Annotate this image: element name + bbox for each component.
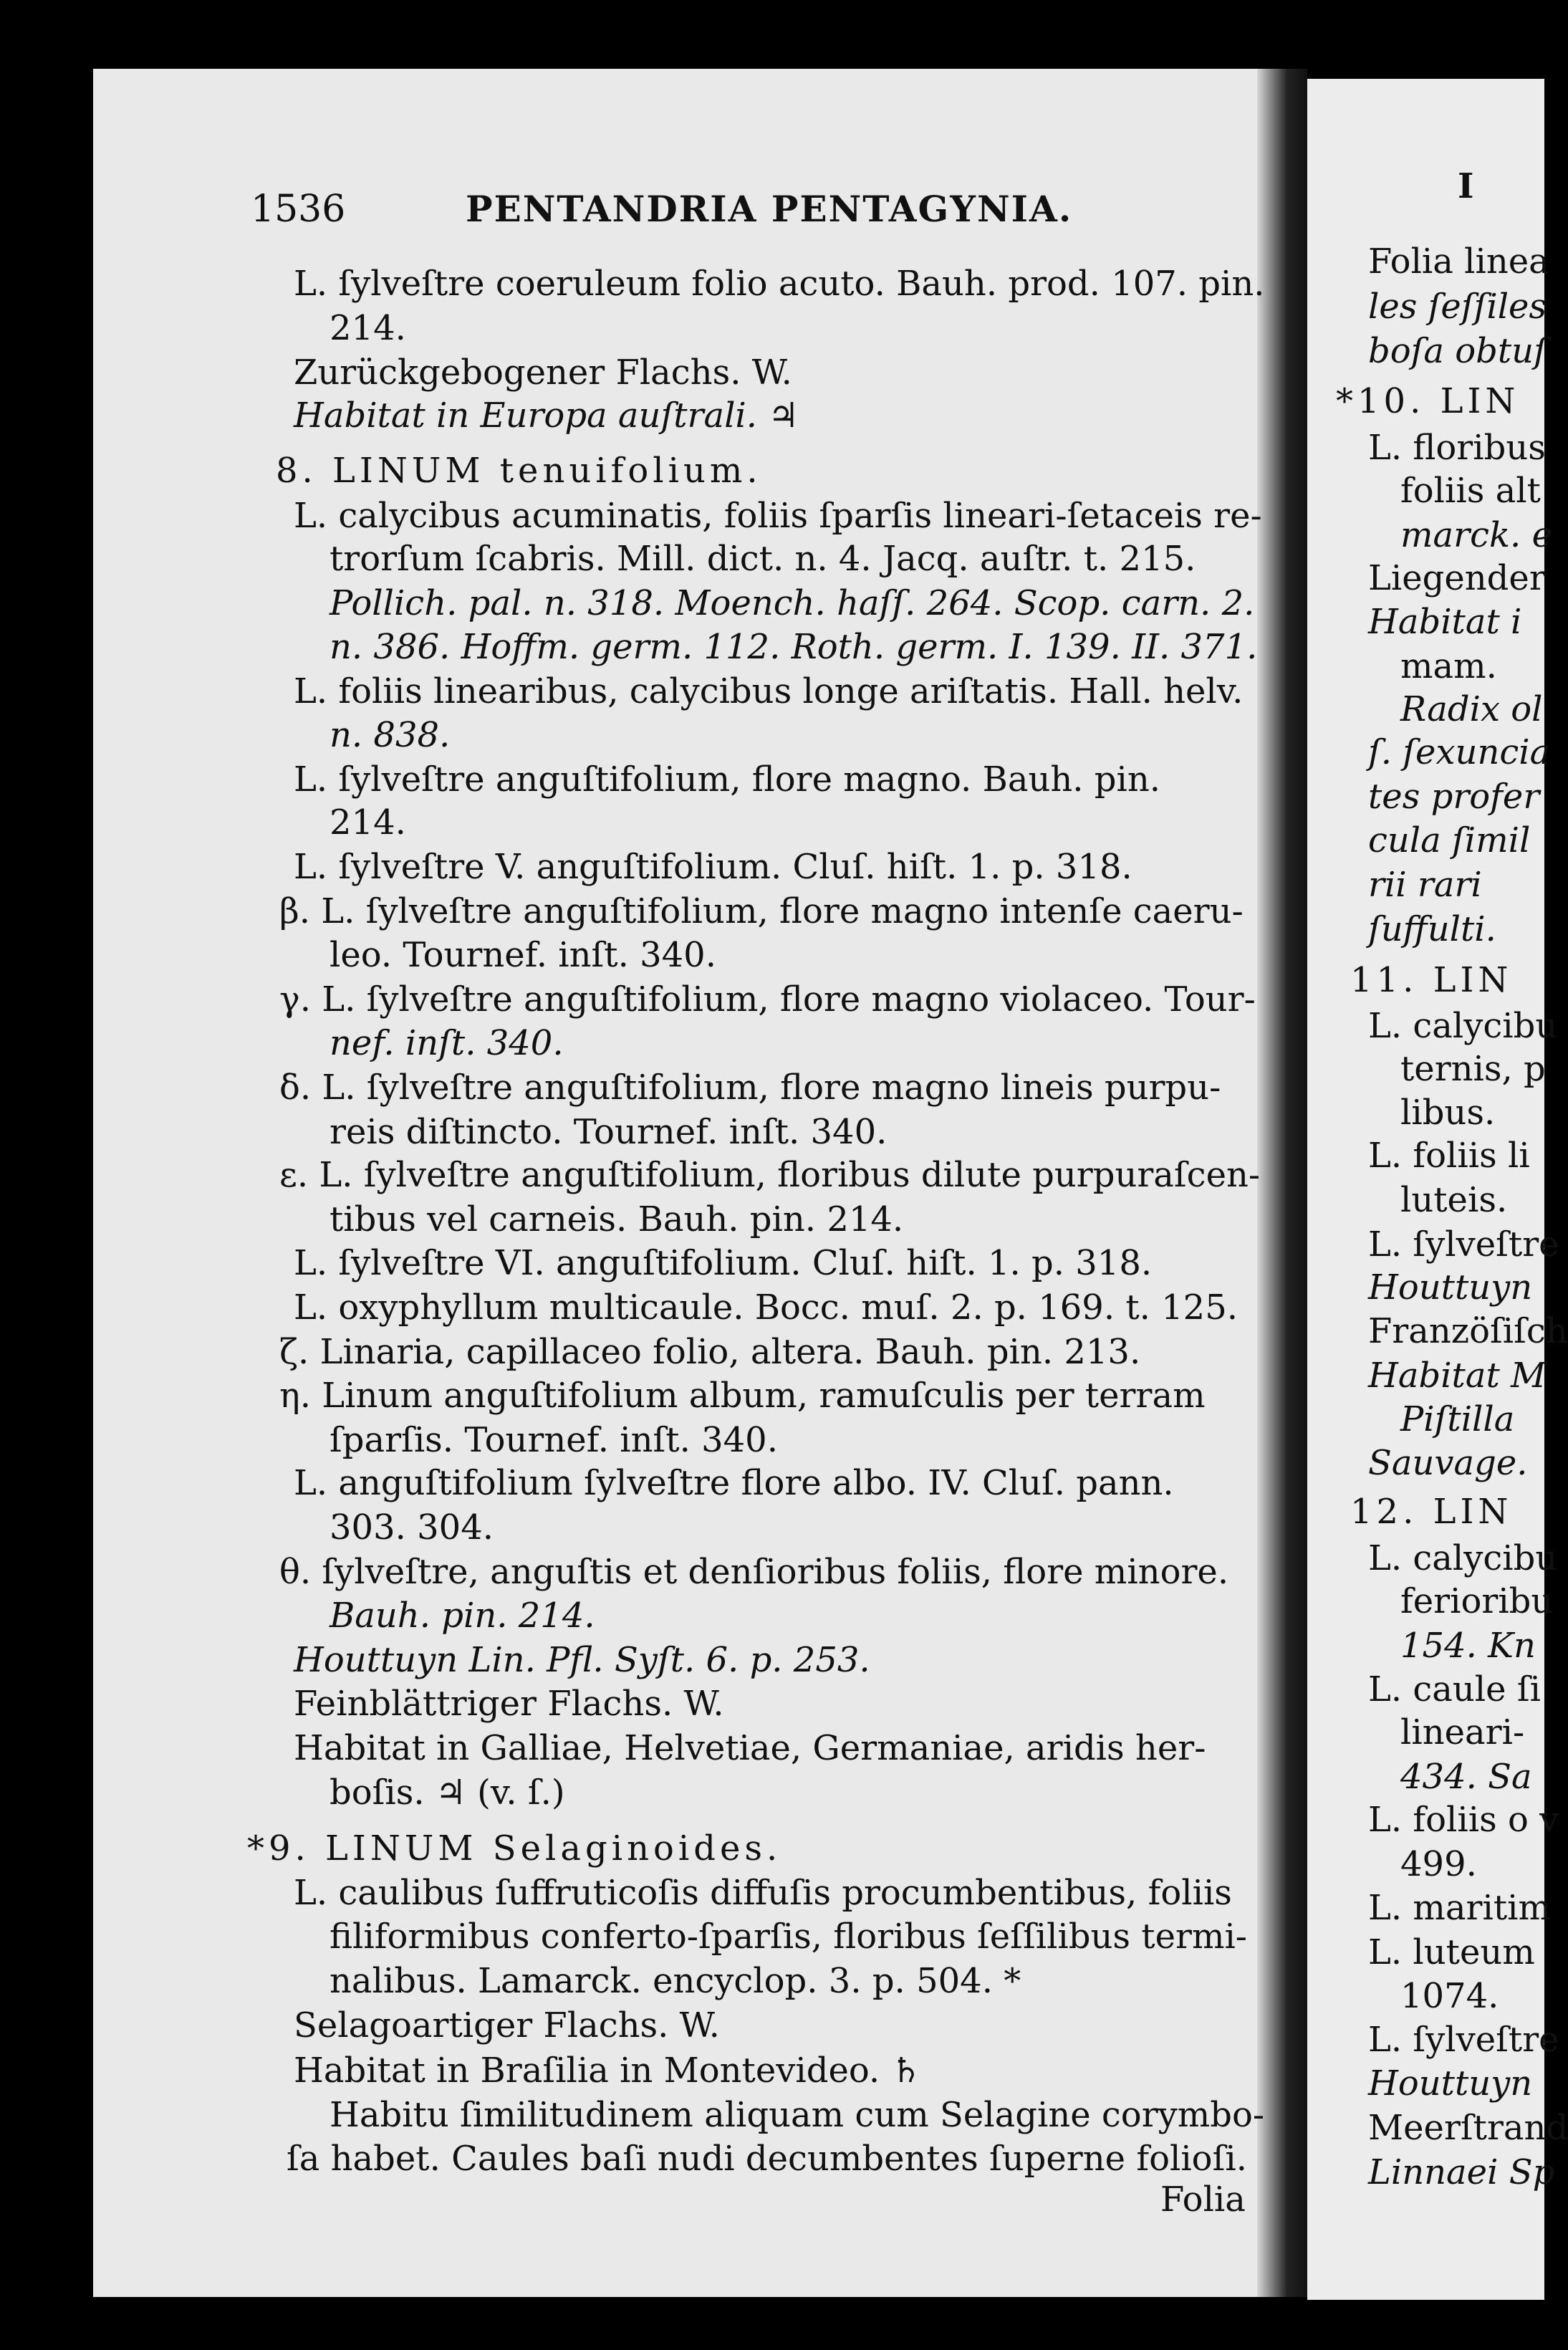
text-line: L. oxyphyllum multicaule. Bocc. muſ. 2. p. 169. t. 125.: [294, 1287, 1238, 1328]
right-line: marck. e: [1400, 515, 1552, 555]
running-header: PENTANDRIA PENTAGYNIA.: [466, 188, 1073, 230]
right-line: luteis.: [1400, 1180, 1508, 1220]
text-line: ſparſis. Tournef. inſt. 340.: [330, 1420, 778, 1460]
text-line: Habitat in Galliae, Helvetiae, Germaniae, aridis her-: [294, 1728, 1206, 1768]
right-line: L. foliis o v: [1368, 1800, 1559, 1840]
right-line: L. foliis li: [1368, 1136, 1530, 1176]
right-line: cula ſimil: [1368, 820, 1531, 860]
text-line: Habitat in Braſilia in Montevideo. ♄: [294, 2051, 922, 2091]
text-line: Selagoartiger Flachs. W.: [294, 2005, 720, 2046]
right-line: Habitat i: [1368, 602, 1522, 642]
text-line: L. anguſtifolium ſylveſtre flore albo. IV. Cluſ. pann.: [294, 1463, 1174, 1503]
right-line: Houttuyn: [1368, 2063, 1533, 2104]
text-line: n. 838.: [330, 715, 451, 755]
text-line: filiformibus conferto-ſparſis, floribus ſeſſilibus termi-: [330, 1917, 1248, 1957]
right-line: ternis, p: [1400, 1049, 1546, 1089]
text-line: L. ſylveſtre anguſtifolium, flore magno. Bauh. pin.: [294, 759, 1161, 800]
text-line: L. ſylveſtre coeruleum folio acuto. Bauh. prod. 107. pin.: [294, 264, 1265, 304]
right-line: 1074.: [1400, 1976, 1499, 2016]
text-line: L. foliis linearibus, calycibus longe ariſtatis. Hall. helv.: [294, 671, 1244, 711]
text-line: ε. L. ſylveſtre anguſtifolium, floribus dilute purpuraſcen-: [279, 1155, 1261, 1195]
catchword: Folia: [1160, 2179, 1246, 2220]
right-line: les ſeſſiles: [1368, 287, 1547, 327]
text-line: η. Linum anguſtifolium album, ramuſculis per terram: [279, 1376, 1206, 1416]
text-line: β. L. ſylveſtre anguſtifolium, flore magno intenſe caeru-: [279, 891, 1244, 931]
text-line: tibus vel carneis. Bauh. pin. 214.: [330, 1199, 904, 1239]
text-line: Feinblättriger Flachs. W.: [294, 1684, 724, 1724]
text-line: L. ſylveſtre V. anguſtifolium. Cluſ. hiſt. 1. p. 318.: [294, 847, 1132, 887]
text-line: θ. ſylveſtre, anguſtis et denſioribus foliis, flore minore.: [279, 1552, 1229, 1592]
right-line: Liegender: [1368, 558, 1546, 598]
right-line: L. caule ſi: [1368, 1669, 1541, 1709]
text-line: Bauh. pin. 214.: [330, 1596, 595, 1636]
text-line: L. calycibus acuminatis, foliis ſparſis lineari-ſetaceis re-: [294, 496, 1262, 536]
text-line: boſis. ♃ (v. ſ.): [330, 1773, 565, 1813]
right-line: Radix ol: [1400, 689, 1543, 729]
text-line: reis diſtincto. Tournef. inſt. 340.: [330, 1112, 888, 1152]
right-line: L. calycibu: [1368, 1538, 1558, 1578]
text-line: 214.: [330, 308, 406, 348]
right-line: L. luteum: [1368, 1932, 1535, 1972]
right-line: lineari-: [1400, 1712, 1525, 1752]
page-number: 1536: [251, 188, 346, 231]
text-line: trorſum ſcabris. Mill. dict. n. 4. Jacq. auſtr. t. 215.: [330, 539, 1196, 579]
right-line: mam.: [1400, 646, 1497, 686]
right-line: L. ſylveſtre: [1368, 1224, 1559, 1265]
right-line: Franzöſiſch: [1368, 1311, 1568, 1351]
text-line: Habitat in Europa auſtrali. ♃: [294, 395, 799, 436]
text-line: Houttuyn Lin. Pfl. Syſt. 6. p. 253.: [294, 1640, 870, 1680]
right-line: boſa obtuſ: [1368, 331, 1547, 371]
right-line: tes profer: [1368, 777, 1540, 817]
text-line: Habitu ſimilitudinem aliquam cum Selagine corymbo-: [330, 2095, 1265, 2135]
text-line: 214.: [330, 802, 406, 843]
right-line: 12. LIN: [1350, 1492, 1513, 1532]
right-line: ſuffulti.: [1368, 909, 1496, 949]
species-heading: 8. LINUM tenuifolium.: [276, 451, 762, 491]
text-line: δ. L. ſylveſtre anguſtifolium, flore magno lineis purpu-: [279, 1068, 1221, 1108]
text-line: L. ſylveſtre VI. anguſtifolium. Cluſ. hiſt. 1. p. 318.: [294, 1243, 1153, 1283]
right-line: foliis alt: [1400, 471, 1541, 511]
right-line: L. maritim: [1368, 1888, 1551, 1928]
right-line: 11. LIN: [1350, 960, 1513, 1000]
right-line: Folia linea: [1368, 241, 1549, 282]
right-line: 434. Sa: [1400, 1757, 1532, 1797]
right-line: Sauvage.: [1368, 1443, 1528, 1483]
book-gutter: [1257, 69, 1307, 2297]
right-line: L. calycibu: [1368, 1006, 1558, 1046]
right-line: Piſtilla: [1400, 1399, 1515, 1439]
right-line: Meerſtrand: [1368, 2108, 1568, 2148]
right-line: libus.: [1400, 1093, 1496, 1133]
right-line: L. ſylveſtre: [1368, 2020, 1559, 2060]
right-line: ferioribu: [1400, 1581, 1554, 1621]
right-page: [1307, 79, 1568, 2300]
right-line: 154. Kn: [1400, 1626, 1536, 1666]
text-line: Pollich. pal. n. 318. Moench. haſſ. 264. Scop. carn. 2.: [330, 583, 1255, 623]
text-line: 303. 304.: [330, 1507, 494, 1548]
right-line: Houttuyn: [1368, 1267, 1533, 1308]
text-line: nalibus. Lamarck. encyclop. 3. p. 504. *: [330, 1961, 1021, 2001]
text-line: γ. L. ſylveſtre anguſtifolium, flore magno violaceo. Tour-: [279, 979, 1256, 1020]
text-line: ſa habet. Caules baſi nudi decumbentes ſuperne folioſi.: [287, 2139, 1247, 2179]
right-line: 499.: [1400, 1844, 1477, 1884]
right-line: Habitat M: [1368, 1356, 1547, 1396]
text-line: n. 386. Hoffm. germ. 112. Roth. germ. I. 139. II. 371.: [330, 627, 1258, 667]
text-line: L. caulibus ſuffruticoſis diffuſis procumbentibus, foliis: [294, 1873, 1232, 1913]
right-page-header: I: [1458, 166, 1476, 206]
right-line: rii rari: [1368, 865, 1482, 905]
text-line: Zurückgebogener Flachs. W.: [294, 352, 792, 393]
right-line: Linnaei Sp: [1368, 2152, 1555, 2192]
species-heading: *9. LINUM Selaginoides.: [247, 1828, 782, 1869]
text-line: nef. inſt. 340.: [330, 1023, 564, 1063]
right-line: *10. LIN: [1336, 381, 1520, 421]
text-line: leo. Tournef. inſt. 340.: [330, 935, 716, 975]
text-line: ζ. Linaria, capillaceo folio, altera. Bauh. pin. 213.: [279, 1332, 1141, 1372]
right-line: ſ. ſexuncia: [1368, 732, 1551, 772]
right-line: L. floribus: [1368, 428, 1546, 468]
